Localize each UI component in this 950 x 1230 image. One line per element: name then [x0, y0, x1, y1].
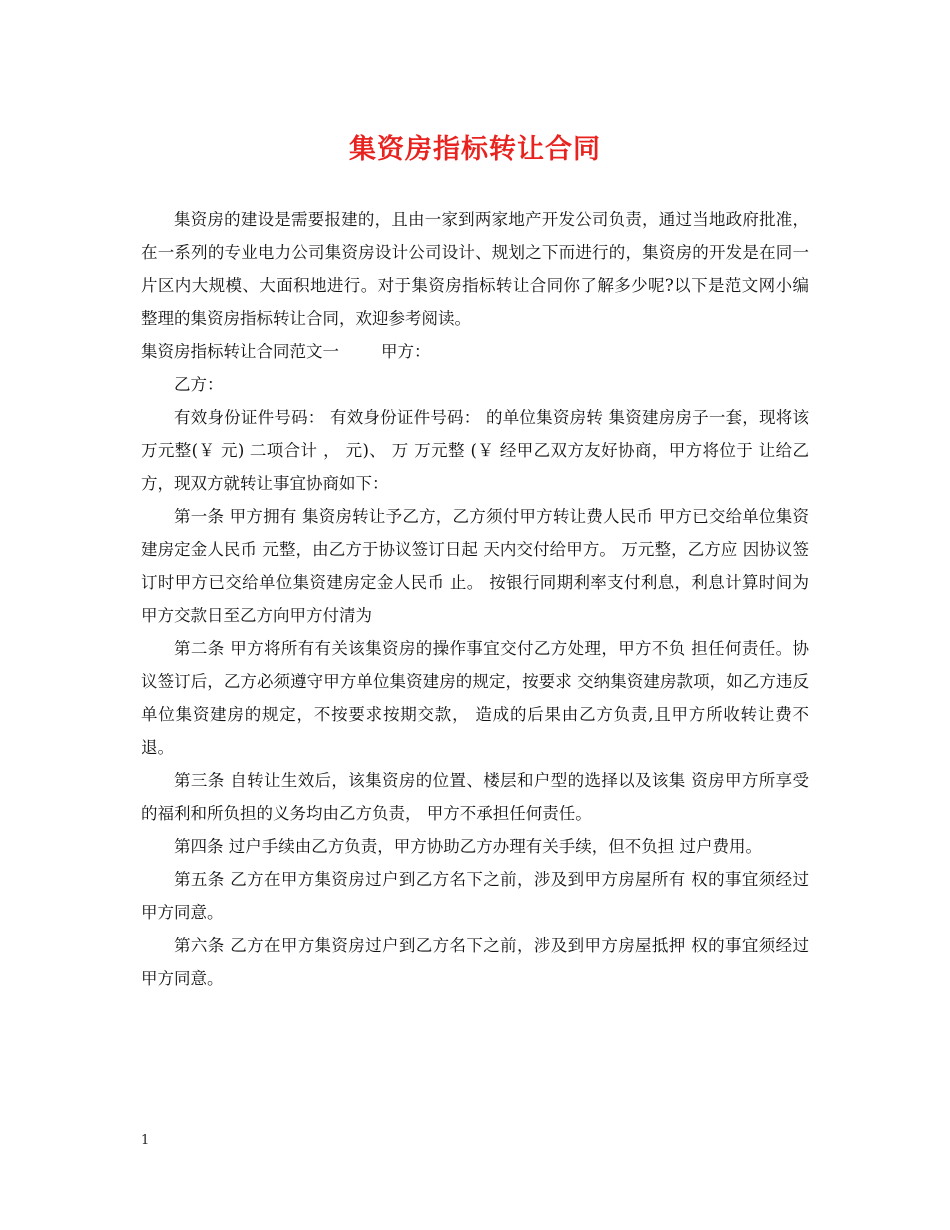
article-3: 第三条 自转让生效后，该集资房的位置、楼层和户型的选择以及该集 资房甲方所享受的福利和所负担的义务均由乙方负责， 甲方不承担任何责任。 — [141, 771, 809, 823]
article-5: 第五条 乙方在甲方集资房过户到乙方名下之前，涉及到甲方房屋所有 权的事宜须经过甲方同意。 — [141, 870, 809, 922]
document-title: 集资房指标转让合同 — [349, 134, 601, 165]
document-body — [141, 203, 809, 995]
article-1: 第一条 甲方拥有 集资房转让予乙方，乙方须付甲方转让费人民币 甲方已交给单位集资建房定金人民币 元整，由乙方于协议签订日起 天内交付给甲方。 万元整，乙方应 因协议签订时甲方已交给单位集资建房定金人民币 止。 按银行同期利率支付利息，利息计算时间为甲方交款日至乙方向甲方付清为 — [141, 507, 809, 625]
id-number-paragraph: 有效身份证件号码： 有效身份证件号码： 的单位集资房转 集资建房房子一套，现将该 万元整(￥ 元) 二项合计 ， 元)、 万 万元整 (￥ 经甲乙双方友好协商，甲方将位于 让给乙方，现双方就转让事宜协商如下： — [141, 408, 809, 493]
article-2: 第二条 甲方将所有有关该集资房的操作事宜交付乙方处理，甲方不负 担任何责任。协议签订后，乙方必须遵守甲方单位集资建房的规定，按要求 交纳集资建房款项，如乙方违反单位集资建房的规定，不按要求按期交款， 造成的后果由乙方负责,且甲方所收转让费不退。 — [141, 639, 809, 757]
article-6: 第六条 乙方在甲方集资房过户到乙方名下之前，涉及到甲方房屋抵押 权的事宜须经过甲方同意。 — [141, 936, 809, 988]
party-b-line: 乙方： — [174, 375, 224, 394]
contract-heading-party-a: 集资房指标转让合同范文一 甲方： — [141, 342, 431, 361]
intro-paragraph: 集资房的建设是需要报建的，且由一家到两家地产开发公司负责，通过当地政府批准，在一系列的专业电力公司集资房设计公司设计、规划之下而进行的，集资房的开发是在同一片区内大规模、大面积地进行。对于集资房指标转让合同你了解多少呢?以下是范文网小编整理的集资房指标转让合同，欢迎参考阅读。 — [141, 210, 809, 328]
page-number: 1 — [141, 1133, 150, 1148]
article-4: 第四条 过户手续由乙方负责，甲方协助乙方办理有关手续，但不负担 过户费用。 — [174, 837, 762, 856]
